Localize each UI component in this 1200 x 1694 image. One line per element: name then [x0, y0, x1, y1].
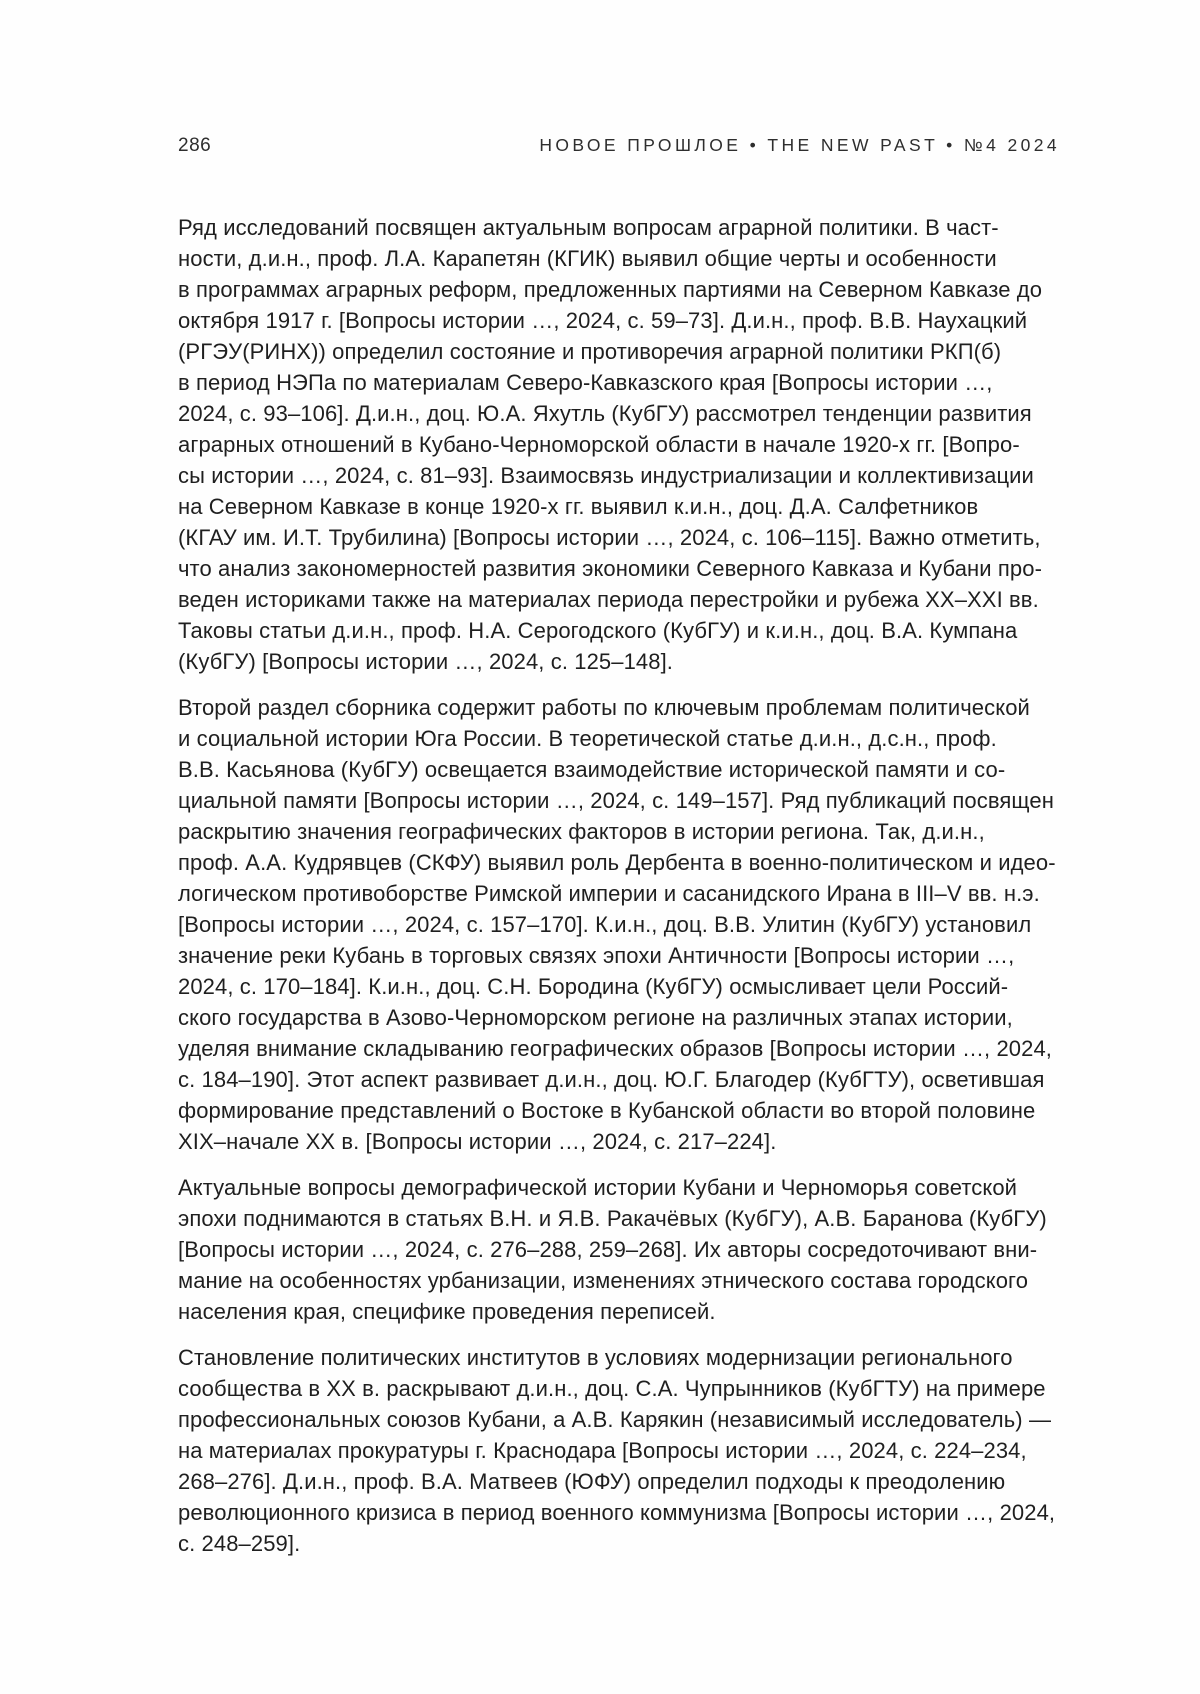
text-line: раскрытию значения географических факторов в истории региона. Так, д.и.н.,	[178, 819, 985, 844]
text-line: 2024, с. 93–106]. Д.и.н., доц. Ю.А. Яхутль (КубГУ) рассмотрел тенденции развития	[178, 401, 1032, 426]
text-line: и социальной истории Юга России. В теоретической статье д.и.н., д.с.н., проф.	[178, 726, 997, 751]
page-number: 286	[178, 135, 212, 156]
text-line: Ряд исследований посвящен актуальным вопросам аграрной политики. В част-	[178, 215, 999, 240]
text-line: эпохи поднимаются в статьях В.Н. и Я.В. Ракачёвых (КубГУ), А.В. Баранова (КубГУ)	[178, 1206, 1047, 1231]
text-line: XIX–начале XX в. [Вопросы истории …, 2024, с. 217–224].	[178, 1129, 777, 1154]
paragraph	[178, 1342, 1062, 1559]
text-line: октября 1917 г. [Вопросы истории …, 2024, с. 59–73]. Д.и.н., проф. В.В. Наухацкий	[178, 308, 1028, 333]
text-line: в программах аграрных реформ, предложенных партиями на Северном Кавказе до	[178, 277, 1043, 302]
text-line: (РГЭУ(РИНХ)) определил состояние и противоречия аграрной политики РКП(б)	[178, 339, 1002, 364]
text-line: значение реки Кубань в торговых связях эпохи Античности [Вопросы истории …,	[178, 943, 1015, 968]
text-line: революционного кризиса в период военного коммунизма [Вопросы истории …, 2024,	[178, 1500, 1056, 1525]
journal-running-title: НОВОЕ ПРОШЛОЕ • THE NEW PAST • №4 2024	[539, 135, 1060, 155]
text-line: сообщества в XX в. раскрывают д.и.н., доц. С.А. Чупрынников (КубГТУ) на примере	[178, 1376, 1046, 1401]
text-line: что анализ закономерностей развития экономики Северного Кавказа и Кубани про-	[178, 556, 1043, 581]
text-line: циальной памяти [Вопросы истории …, 2024, с. 149–157]. Ряд публикаций посвящен	[178, 788, 1054, 813]
text-line: (КубГУ) [Вопросы истории …, 2024, с. 125–148].	[178, 649, 674, 674]
text-line: на материалах прокуратуры г. Краснодара [Вопросы истории …, 2024, с. 224–234,	[178, 1438, 1027, 1463]
text-line: в период НЭПа по материалам Северо-Кавказского края [Вопросы истории …,	[178, 370, 993, 395]
text-line: мание на особенностях урбанизации, изменениях этнического состава городского	[178, 1268, 1029, 1293]
running-head	[178, 134, 1060, 157]
text-line: населения края, специфике проведения переписей.	[178, 1299, 716, 1324]
text-line: [Вопросы истории …, 2024, с. 157–170]. К.и.н., доц. В.В. Улитин (КубГУ) установил	[178, 912, 1032, 937]
text-line: Актуальные вопросы демографической истории Кубани и Черноморья советской	[178, 1175, 1018, 1200]
text-line: 268–276]. Д.и.н., проф. В.А. Матвеев (ЮФУ) определил подходы к преодолению	[178, 1469, 1006, 1494]
page-body	[178, 212, 1062, 1574]
text-line: с. 184–190]. Этот аспект развивает д.и.н., доц. Ю.Г. Благодер (КубГТУ), осветившая	[178, 1067, 1045, 1092]
text-line: 2024, с. 170–184]. К.и.н., доц. С.Н. Бородина (КубГУ) осмысливает цели Россий-	[178, 974, 1009, 999]
text-line: логическом противоборстве Римской империи и сасанидского Ирана в III–V вв. н.э.	[178, 881, 1040, 906]
text-line: с. 248–259].	[178, 1531, 301, 1556]
text-line: уделяя внимание складыванию географических образов [Вопросы истории …, 2024,	[178, 1036, 1053, 1061]
text-line: сы истории …, 2024, с. 81–93]. Взаимосвязь индустриализации и коллективизации	[178, 463, 1034, 488]
text-line: В.В. Касьянова (КубГУ) освещается взаимодействие исторической памяти и со-	[178, 757, 1006, 782]
text-line: веден историками также на материалах периода перестройки и рубежа XX–XXI вв.	[178, 587, 1039, 612]
paragraph	[178, 1172, 1062, 1327]
text-line: ского государства в Азово-Черноморском регионе на различных этапах истории,	[178, 1005, 1013, 1030]
paragraph	[178, 692, 1062, 1157]
text-line: ности, д.и.н., проф. Л.А. Карапетян (КГИК) выявил общие черты и особенности	[178, 246, 997, 271]
text-line: формирование представлений о Востоке в Кубанской области во второй половине	[178, 1098, 1036, 1123]
paragraph	[178, 212, 1062, 677]
text-line: аграрных отношений в Кубано-Черноморской области в начале 1920-х гг. [Вопро-	[178, 432, 1020, 457]
text-line: Таковы статьи д.и.н., проф. Н.А. Серогодского (КубГУ) и к.и.н., доц. В.А. Кумпана	[178, 618, 1018, 643]
text-line: [Вопросы истории …, 2024, с. 276–288, 259–268]. Их авторы сосредоточивают вни-	[178, 1237, 1038, 1262]
paragraphs-container	[178, 212, 1062, 1559]
text-line: профессиональных союзов Кубани, а А.В. Карякин (независимый исследователь) —	[178, 1407, 1052, 1432]
text-line: на Северном Кавказе в конце 1920-х гг. выявил к.и.н., доц. Д.А. Салфетников	[178, 494, 979, 519]
text-line: Второй раздел сборника содержит работы по ключевым проблемам политической	[178, 695, 1030, 720]
text-line: (КГАУ им. И.Т. Трубилина) [Вопросы истории …, 2024, с. 106–115]. Важно отметить,	[178, 525, 1041, 550]
text-line: проф. А.А. Кудрявцев (СКФУ) выявил роль Дербента в военно-политическом и идео-	[178, 850, 1056, 875]
text-line: Становление политических институтов в условиях модернизации регионального	[178, 1345, 1013, 1370]
